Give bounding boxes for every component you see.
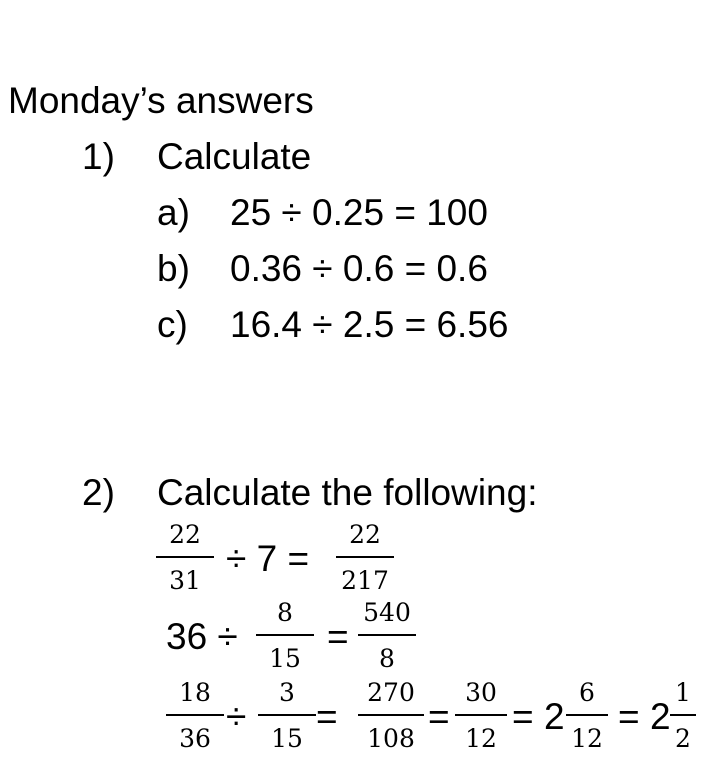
fraction — [352, 600, 422, 672]
page-heading: Monday’s answers — [8, 80, 314, 121]
numerator: 22 — [349, 520, 381, 549]
numerator: 1 — [675, 678, 691, 707]
fraction — [352, 680, 430, 752]
fraction-bar — [358, 714, 424, 716]
equals-sign: = — [512, 696, 534, 737]
fraction — [160, 680, 230, 752]
denominator: 31 — [169, 566, 201, 595]
denominator: 108 — [367, 724, 415, 753]
question-1-title: Calculate — [157, 136, 312, 177]
whole-number: 2 — [650, 696, 671, 737]
denominator: 12 — [465, 724, 497, 753]
fraction-bar — [256, 634, 315, 636]
item-a-expression: 25 ÷ 0.25 = 100 — [230, 192, 488, 233]
fraction-bar — [258, 714, 317, 716]
fraction-bar — [336, 556, 395, 558]
fraction-bar — [566, 714, 608, 716]
numerator: 540 — [363, 598, 411, 627]
denominator: 2 — [675, 724, 691, 753]
numerator: 270 — [367, 678, 415, 707]
whole-number: 2 — [544, 696, 565, 737]
equals-sign: = — [618, 696, 640, 737]
numerator: 8 — [277, 598, 293, 627]
fraction — [150, 522, 220, 594]
fraction-bar — [455, 714, 507, 716]
equals-sign: = — [316, 696, 338, 737]
numerator: 6 — [579, 678, 595, 707]
item-b-label: b) — [157, 248, 190, 289]
denominator: 36 — [179, 724, 211, 753]
fraction-bar — [156, 556, 215, 558]
item-b-expression: 0.36 ÷ 0.6 = 0.6 — [230, 248, 488, 289]
question-2-title: Calculate the following: — [157, 472, 538, 513]
equals-sign: = — [428, 696, 450, 737]
item-c-label: c) — [157, 304, 188, 345]
operator: 36 ÷ — [166, 616, 238, 657]
numerator: 30 — [465, 678, 497, 707]
fraction — [330, 522, 400, 594]
equals-sign: = — [327, 616, 349, 657]
denominator: 217 — [341, 566, 389, 595]
question-2-number: 2) — [82, 472, 115, 513]
fraction — [668, 680, 698, 752]
fraction — [562, 680, 612, 752]
operator: ÷ 7 = — [226, 538, 310, 579]
fraction-bar — [166, 714, 225, 716]
item-a-label: a) — [157, 192, 190, 233]
numerator: 18 — [179, 678, 211, 707]
item-c-expression: 16.4 ÷ 2.5 = 6.56 — [230, 304, 509, 345]
operator: ÷ — [226, 696, 247, 737]
denominator: 15 — [271, 724, 303, 753]
fraction — [250, 600, 320, 672]
fraction-bar — [358, 634, 417, 636]
numerator: 3 — [279, 678, 295, 707]
denominator: 12 — [571, 724, 603, 753]
question-1-number: 1) — [82, 136, 115, 177]
denominator: 15 — [269, 644, 301, 673]
fraction — [450, 680, 512, 752]
denominator: 8 — [379, 644, 395, 673]
fraction — [252, 680, 322, 752]
fraction-bar — [670, 714, 695, 716]
numerator: 22 — [169, 520, 201, 549]
